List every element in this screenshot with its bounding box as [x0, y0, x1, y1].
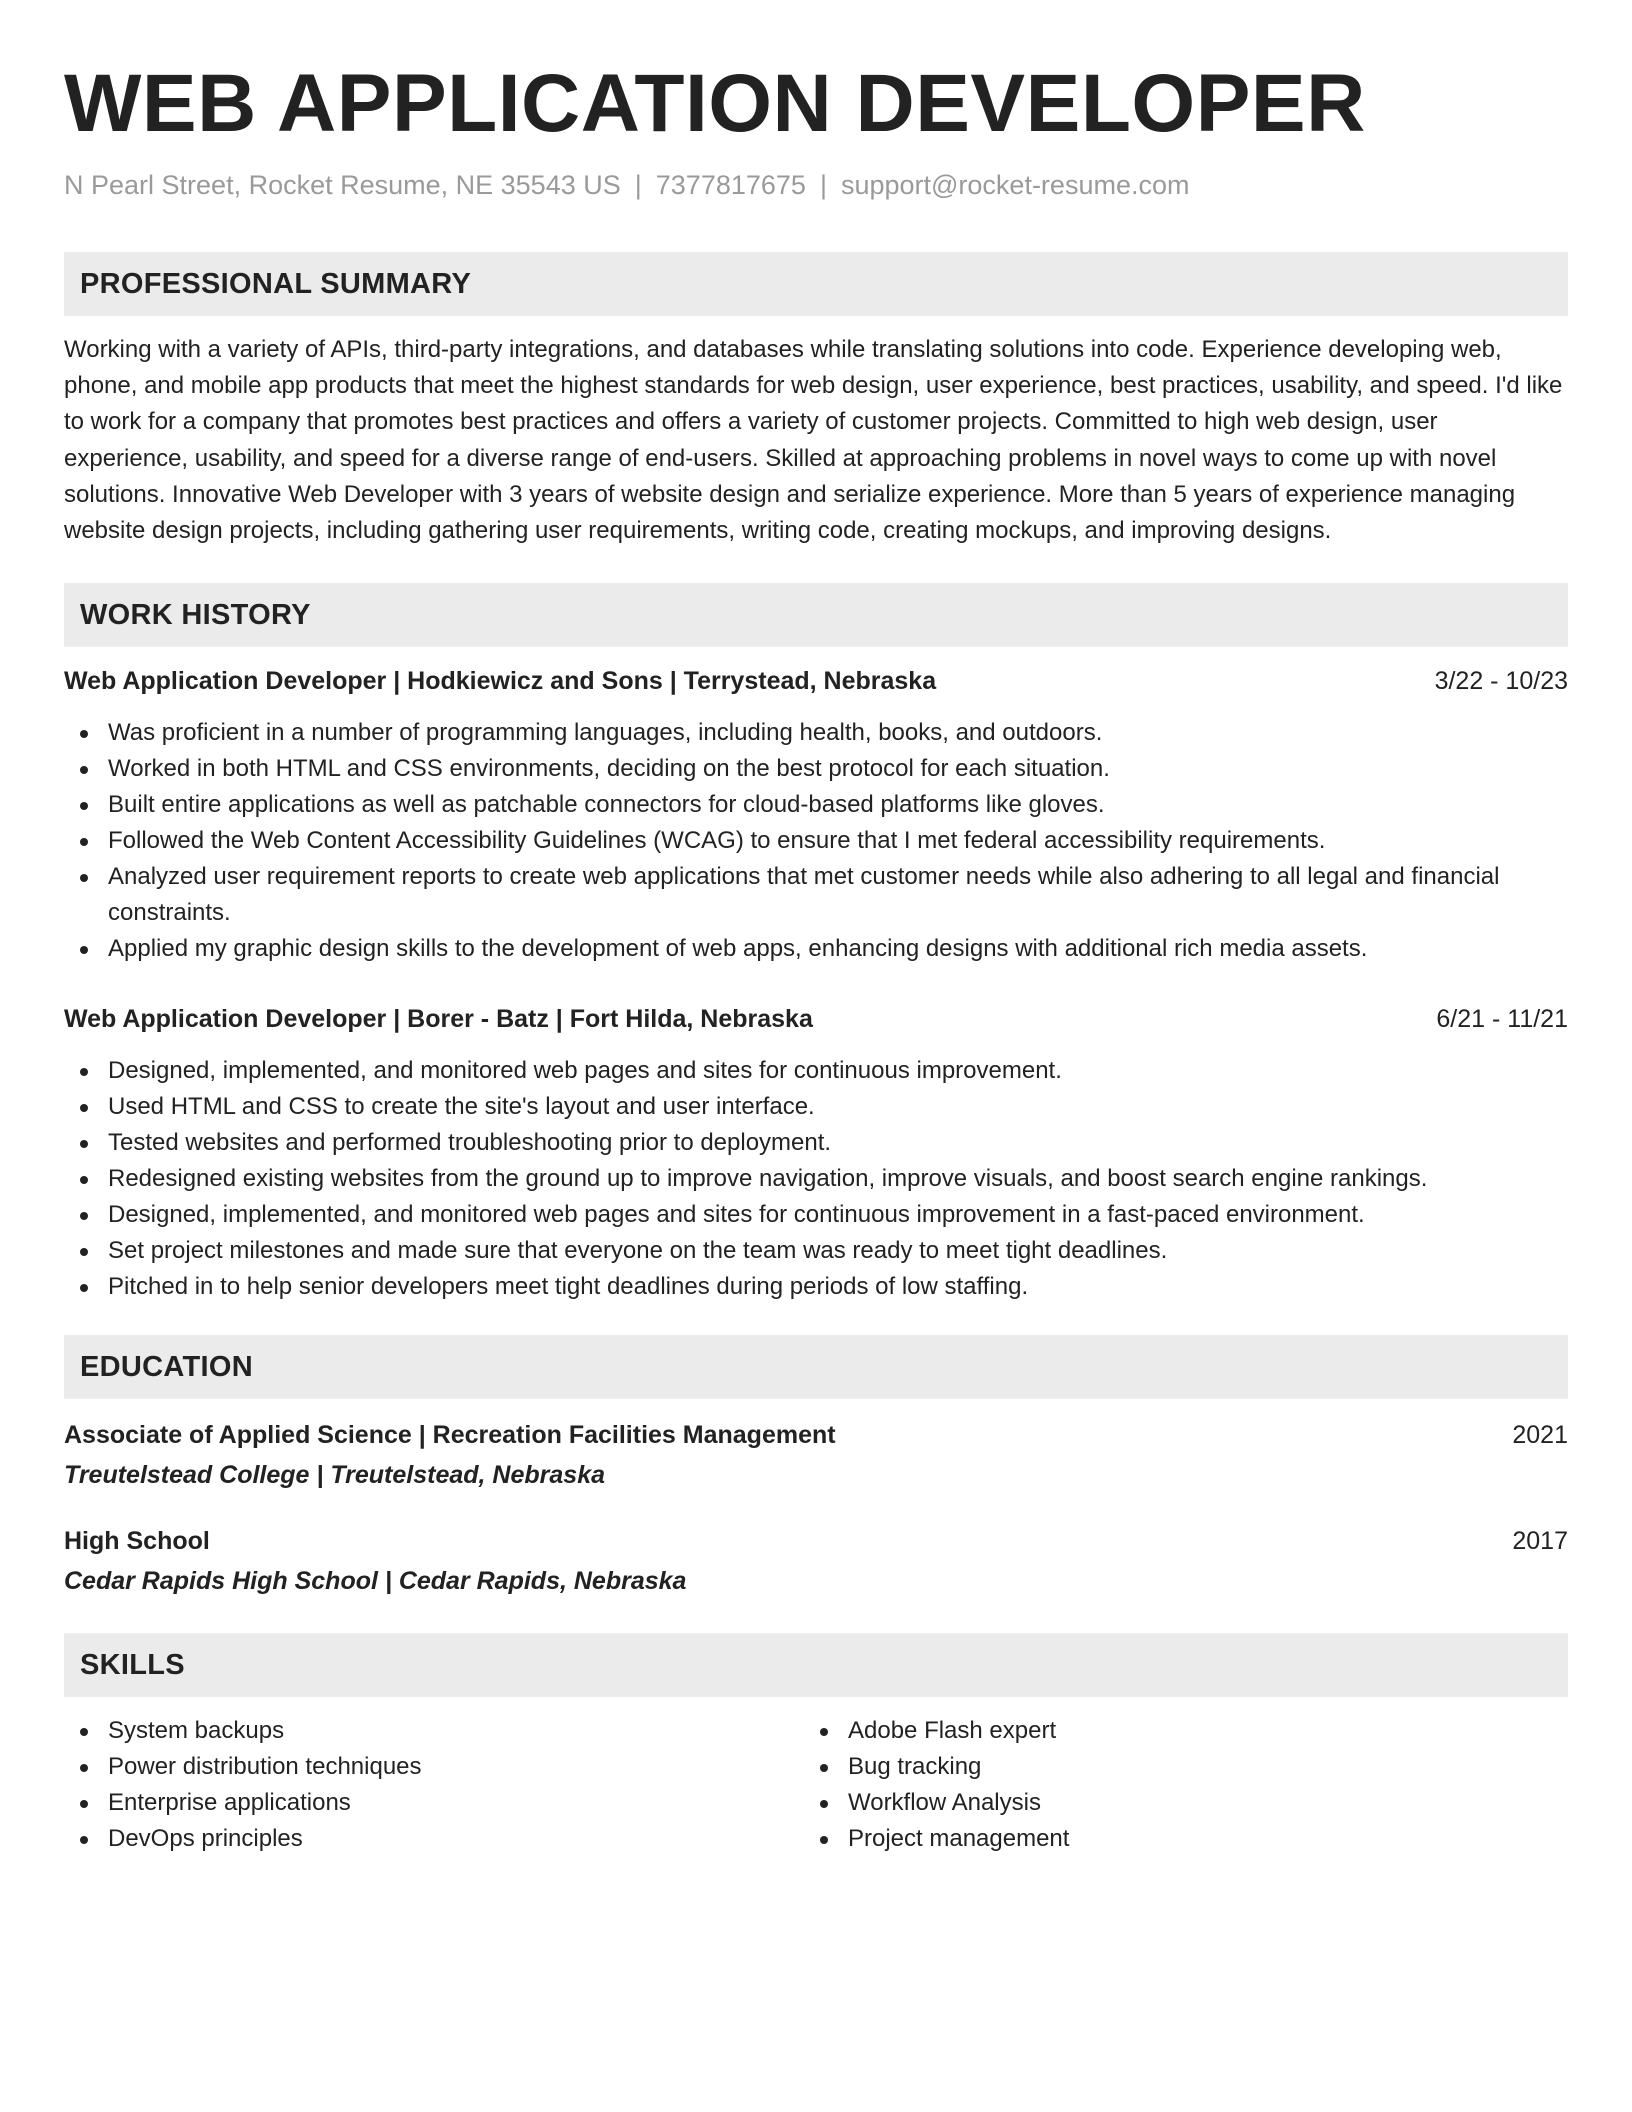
section-heading-skills: SKILLS	[64, 1633, 1568, 1697]
job-title: Web Application Developer | Borer - Batz | Fort Hilda, Nebraska	[64, 1005, 813, 1034]
job-bullet: Set project milestones and made sure that everyone on the team was ready to meet tight deadlines.	[64, 1233, 1568, 1269]
skill-item: Project management	[804, 1821, 1544, 1857]
contact-line	[64, 168, 1568, 202]
contact-phone: 7377817675	[655, 170, 806, 200]
skill-item: System backups	[64, 1713, 804, 1749]
section-heading-summary: PROFESSIONAL SUMMARY	[64, 252, 1568, 316]
education-year: 2017	[1512, 1527, 1568, 1556]
section-heading-education: EDUCATION	[64, 1335, 1568, 1399]
job-bullets	[64, 715, 1568, 967]
contact-email: support@rocket-resume.com	[840, 170, 1190, 200]
candidate-name: WEB APPLICATION DEVELOPER	[64, 58, 1366, 149]
job-bullet: Applied my graphic design skills to the development of web apps, enhancing designs with additional rich media assets.	[64, 931, 1568, 967]
job-bullet: Built entire applications as well as patchable connectors for cloud-based platforms like gloves.	[64, 787, 1568, 823]
section-heading-work-history: WORK HISTORY	[64, 583, 1568, 647]
job-bullet: Used HTML and CSS to create the site's layout and user interface.	[64, 1089, 1568, 1125]
education-section	[64, 1335, 1568, 1597]
skills-list-right	[804, 1713, 1544, 1857]
summary-section	[64, 252, 1568, 549]
education-entry	[64, 1525, 1568, 1597]
job-bullet: Tested websites and performed troubleshooting prior to deployment.	[64, 1125, 1568, 1161]
work-history-section	[64, 583, 1568, 1305]
education-header	[64, 1419, 1568, 1451]
job-bullet: Analyzed user requirement reports to create web applications that met customer needs while also adhering to all legal and financial constraints.	[64, 859, 1568, 931]
skill-item: DevOps principles	[64, 1821, 804, 1857]
skills-list-left	[64, 1713, 804, 1857]
education-degree: High School	[64, 1527, 210, 1556]
education-school: Treutelstead College | Treutelstead, Nebraska	[64, 1461, 606, 1490]
skills-columns	[64, 1713, 1568, 1857]
education-school: Cedar Rapids High School | Cedar Rapids, Nebraska	[64, 1567, 687, 1596]
job-bullet: Redesigned existing websites from the ground up to improve navigation, improve visuals, and boost search engine rankings.	[64, 1161, 1568, 1197]
summary-text: Working with a variety of APIs, third-party integrations, and databases while translating solutions into code. Experience developing web, phone, and mobile app products that meet the highest standards for web design, user experience, best practices, usability, and speed. I'd like to work for a company that promotes best practices and offers a variety of customer projects. Committed to high web design, user experience, usability, and speed for a diverse range of end-users. Skilled at approaching problems in novel ways to come up with novel solutions. Innovative Web Developer with 3 years of website design and serialize experience. More than 5 years of experience managing website design projects, including gathering user requirements, writing code, creating mockups, and improving designs.	[64, 336, 1563, 545]
skill-item: Adobe Flash expert	[804, 1713, 1544, 1749]
job-bullet: Designed, implemented, and monitored web pages and sites for continuous improvement in a fast-paced environment.	[64, 1197, 1568, 1233]
education-entry	[64, 1419, 1568, 1491]
education-year: 2021	[1512, 1421, 1568, 1450]
job-bullet: Was proficient in a number of programming languages, including health, books, and outdoors.	[64, 715, 1568, 751]
job-bullets	[64, 1053, 1568, 1305]
job-header	[64, 1003, 1568, 1035]
skill-item: Workflow Analysis	[804, 1785, 1544, 1821]
job-dates: 6/21 - 11/21	[1436, 1005, 1568, 1034]
job-bullet: Worked in both HTML and CSS environments, deciding on the best protocol for each situation.	[64, 751, 1568, 787]
contact-separator: |	[634, 170, 642, 200]
job-bullet: Pitched in to help senior developers meet tight deadlines during periods of low staffing.	[64, 1269, 1568, 1305]
skills-section	[64, 1633, 1568, 1857]
job-bullet: Followed the Web Content Accessibility Guidelines (WCAG) to ensure that I met federal accessibility requirements.	[64, 823, 1568, 859]
job-header	[64, 665, 1568, 697]
job-entry	[64, 665, 1568, 967]
contact-address: N Pearl Street, Rocket Resume, NE 35543 US	[64, 170, 621, 200]
job-dates: 3/22 - 10/23	[1434, 667, 1568, 696]
education-header	[64, 1525, 1568, 1557]
skill-item: Bug tracking	[804, 1749, 1544, 1785]
job-bullet: Designed, implemented, and monitored web pages and sites for continuous improvement.	[64, 1053, 1568, 1089]
skill-item: Enterprise applications	[64, 1785, 804, 1821]
job-entry	[64, 1003, 1568, 1305]
contact-separator: |	[819, 170, 827, 200]
skill-item: Power distribution techniques	[64, 1749, 804, 1785]
education-degree: Associate of Applied Science | Recreation Facilities Management	[64, 1421, 836, 1450]
job-title: Web Application Developer | Hodkiewicz and Sons | Terrystead, Nebraska	[64, 667, 937, 696]
